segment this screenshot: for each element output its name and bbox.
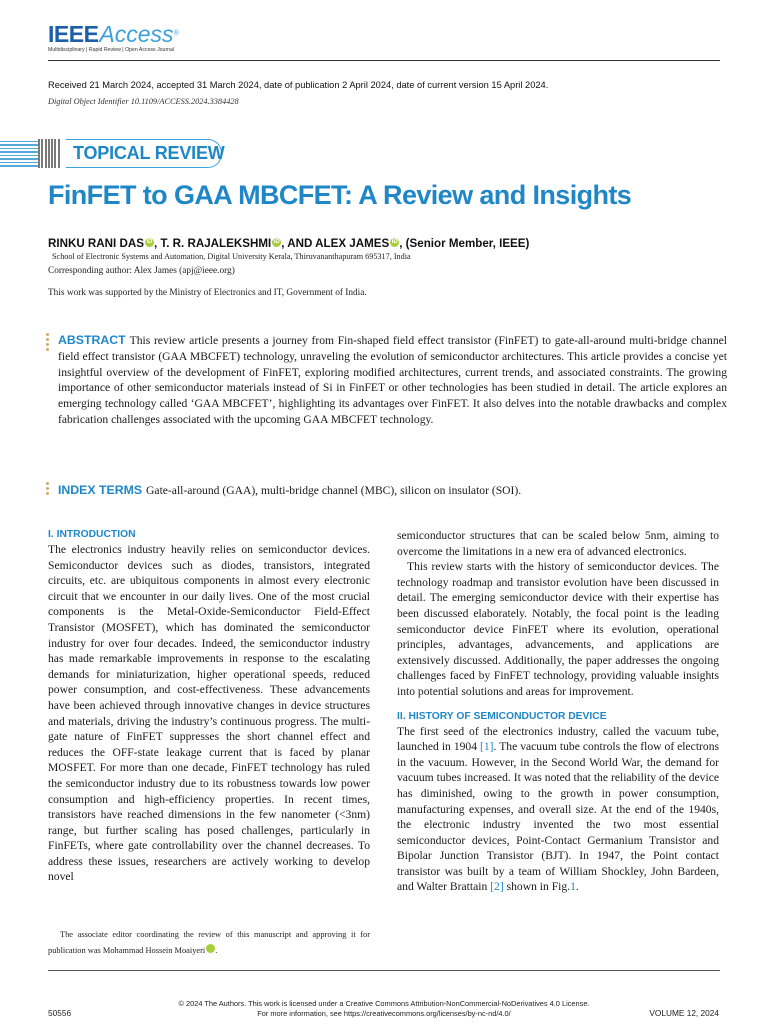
author-membership: , (Senior Member, IEEE) [399,237,530,250]
orcid-icon[interactable]: iD [273,239,280,245]
abstract-label: ABSTRACT [58,333,126,347]
doi-line: Digital Object Identifier 10.1109/ACCESS.2024.3384428 [48,97,239,106]
orcid-icon[interactable]: iD [146,239,153,245]
paragraph-text: . [575,880,579,894]
right-column [397,528,719,895]
paragraph [397,724,719,896]
journal-tagline: Multidisciplinary | Rapid Review | Open Access Journal [48,47,175,53]
article-title: FinFET to GAA MBCFET: A Review and Insights [48,180,632,210]
banner-bars-icon [38,139,64,168]
abstract-text: This review article presents a journey from Fin-shaped field effect transistor (FinFET) to gate-all-around multi-bridge channel field effect transistor (GAA MBCFET) technology, unraveling the evolution of semiconductor architectures. This article provides a concise yet insightful overview of the development of FinFET, exploring modified architectures, current trends, and associated constraints. The growing importance of other semiconductor materials instead of Si in FinFET or other technologies has been studied in detail. The article explores an emerging technology called ‘GAA MBCFET’, highlighting its advantages over FinFET. It also delves into the notable drawbacks and complex fabrication challenges associated with the upcoming GAA MBCFET technology. [58,334,727,426]
orcid-icon[interactable]: iD [206,944,215,953]
figure-link[interactable]: 1 [570,880,576,894]
banner-stripes [0,141,38,169]
paragraph: The electronics industry heavily relies on semiconductor devices. Semiconductor devices such as diodes, transistors, integrated circuits, etc. are ubiquitous components in almost every electronic circuit that we encounter in our daily lives. One of the most crucial components is the Metal-Oxide-Semiconductor Field-Effect Transistor (MOSFET), which has dominated the semiconductor industry for over four decades. Indeed, the semiconductor industry has made remarkable improvements in response to the escalating demands for miniaturization, higher operational speeds, reduced power consumption, and cost-effectiveness. These advancements have been achieved through innovative changes in device structures and materials, driving the industry’s continuous progress. The multi-gate nature of FinFET suppresses the short channel effect and reduces the OFF-state leakage current that is faced by planar MOSFET. For more than one decade, FinFET technology has ruled the semiconductor industry due to its robustness towards low power consumption and high-efficiency properties. In recent times, transistors have reached dimensions in the few nanometer (<3nm) range, but further scaling has posed challenges, particularly in FinFETs, where gate controllability over the channel decreases. To address these issues, researchers are actively working to develop novel [48,543,370,884]
index-terms [58,482,727,499]
author-name: , T. R. RAJALEKSHMI [153,237,272,250]
received-dates: Received 21 March 2024, accepted 31 March 2024, date of publication 2 April 2024, date of current version 15 April 2024. [48,80,549,90]
editor-footnote: The associate editor coordinating the review of this manuscript and approving it for publication was Mohammad Hossein Moaiyeri iD. [48,930,370,955]
index-terms-marker-icon [46,482,50,497]
abstract [58,333,727,428]
paragraph-text: . The vacuum tube controls the flow of electrons in the vacuum. However, in the Second World War, the demand for vacuum tubes increased. It was noted that the reliability of the device has diminished, owing to the growth in power consumption, manufacturing expenses, and overall size. At the end of the 1940s, the electronic industry invented the two most essential semiconductor devices, Point-Contact Germanium Transistor and Bipolar Junction Transistor (BJT). In 1947, the Point contact transistor was built by a team of William Shockley, John Bardeen, and Walter Brattain [397,740,720,894]
topical-review-label: TOPICAL REVIEW [73,143,225,163]
paragraph: semiconductor structures that can be scaled below 5nm, aiming to overcome the limitations in a new era of advanced electronics. [397,529,719,558]
footnote-text: The associate editor coordinating the review of this manuscript and approving it for publication was Mohammad Hossein Moaiyeri [48,930,370,955]
section-heading-history: II. HISTORY OF SEMICONDUCTOR DEVICE [397,710,607,722]
license-line: © 2024 The Authors. This work is licensed under a Creative Commons Attribution-NonCommercial-NoDerivatives 4.0 License. [178,999,590,1008]
paragraph: This review starts with the history of semiconductor devices. The technology roadmap and transistor evolution have been discussed in detail. The emerging semiconductor device with their expertise has been discussed elaborately. Notably, the focal point is the leading semiconductor device FinFET where its evolution, operational principles, advantages, advancements, and applications are extensively discussed. Additionally, the paper addresses the ongoing challenges faced by FinFET technology, providing valuable insights into potential solutions and areas for improvement. [397,560,719,698]
author-name: RINKU RANI DAS [48,237,144,250]
index-terms-label: INDEX TERMS [58,483,143,497]
citation-link[interactable]: [2] [490,880,504,894]
trademark-icon: ® [173,30,179,37]
author-name: , AND ALEX JAMES [281,237,390,250]
logo-access: Access [99,21,174,47]
index-terms-text: Gate-all-around (GAA), multi-bridge channel (MBC), silicon on insulator (SOI). [146,484,522,497]
footer-rule [48,970,720,971]
license-link[interactable]: For more information, see https://creativecommons.org/licenses/by-nc-nd/4.0/ [257,1009,511,1018]
journal-logo [48,22,179,46]
left-column [48,528,370,885]
volume-label: VOLUME 12, 2024 [649,1008,719,1018]
author-line [48,237,529,250]
orcid-icon[interactable]: iD [391,239,398,245]
citation-link[interactable]: [1] [480,740,494,754]
logo-ieee: IEEE [48,21,99,47]
abstract-marker-icon [46,333,50,353]
header-rule [48,60,720,61]
page-number: 50556 [48,1008,72,1018]
section-heading-introduction: I. INTRODUCTION [48,529,136,540]
corresponding-author: Corresponding author: Alex James (apj@ieee.org) [48,266,235,276]
paragraph-text: shown in Fig. [503,880,571,894]
funding-note: This work was supported by the Ministry of Electronics and IT, Government of India. [48,288,367,298]
paragraph-text: The first seed of the electronics industry, called the vacuum tube, launched in 1904 [397,724,719,754]
affiliation: School of Electronic Systems and Automation, Digital University Kerala, Thiruvananthapuram 695317, India [52,252,411,261]
